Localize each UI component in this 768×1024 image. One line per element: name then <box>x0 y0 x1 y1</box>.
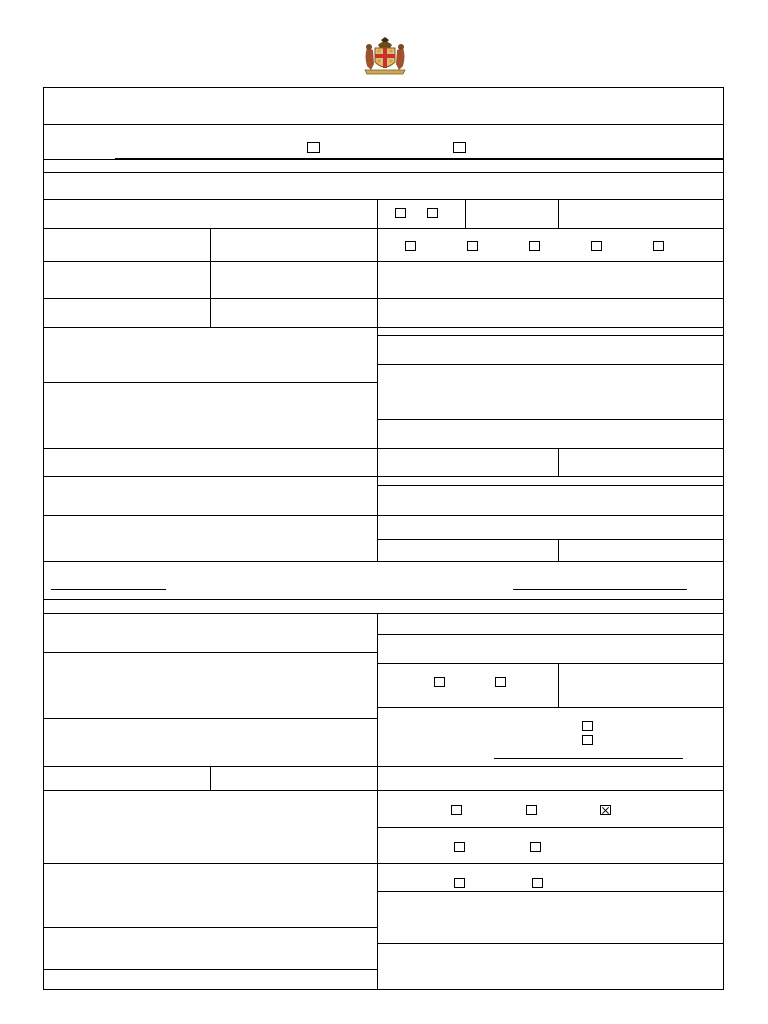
application-type-checkbox-1[interactable] <box>307 142 320 153</box>
row-divider <box>43 766 724 767</box>
right-col-divider <box>378 419 724 420</box>
form-border-top <box>43 87 724 88</box>
right-col-divider <box>378 634 724 635</box>
choice-checkbox-2[interactable] <box>526 805 537 815</box>
sex-checkbox-1[interactable] <box>395 208 406 218</box>
fill-in-line <box>494 758 683 759</box>
right-col-divider <box>378 891 724 892</box>
pair-c-checkbox-2[interactable] <box>532 878 543 888</box>
right-col-divider <box>378 707 724 708</box>
row-divider <box>43 476 724 477</box>
row-divider <box>43 261 724 262</box>
pair-b-checkbox-1[interactable] <box>454 842 465 852</box>
right-col-divider <box>378 943 724 944</box>
cell-divider <box>558 448 559 476</box>
row-divider <box>43 863 724 864</box>
row-divider <box>43 515 724 516</box>
row-divider <box>43 448 724 449</box>
column-divider <box>377 199 378 561</box>
column-divider <box>377 613 378 990</box>
row-divider <box>43 228 724 229</box>
yes-no-checkbox-1[interactable] <box>434 677 445 687</box>
pair-c-checkbox-1[interactable] <box>454 878 465 888</box>
left-col-divider <box>43 969 378 970</box>
left-col-divider <box>43 927 378 928</box>
pair-b-checkbox-2[interactable] <box>530 842 541 852</box>
left-col-divider <box>43 382 378 383</box>
row-divider <box>43 599 724 600</box>
cell-divider <box>558 199 559 228</box>
right-col-divider <box>378 335 724 336</box>
left-col-divider <box>43 718 378 719</box>
signature-line-right <box>513 589 687 590</box>
heading-underline <box>115 158 723 159</box>
marital-status-checkbox-2[interactable] <box>467 241 478 251</box>
row-divider <box>43 199 724 200</box>
row-divider <box>43 172 724 173</box>
row-divider <box>43 790 724 791</box>
cell-divider <box>210 766 211 790</box>
form-border-left <box>43 87 44 990</box>
sex-checkbox-2[interactable] <box>427 208 438 218</box>
marital-status-checkbox-1[interactable] <box>405 241 416 251</box>
cell-divider <box>210 228 211 327</box>
choice-checkbox-3[interactable] <box>600 805 611 815</box>
right-col-divider <box>378 485 724 486</box>
choice-checkbox-1[interactable] <box>451 805 462 815</box>
marital-status-checkbox-5[interactable] <box>653 241 664 251</box>
row-divider <box>43 613 724 614</box>
coat-of-arms-emblem <box>361 36 409 76</box>
right-col-divider <box>378 539 724 540</box>
cell-divider <box>558 539 559 561</box>
row-divider <box>43 124 724 125</box>
right-col-divider <box>378 663 724 664</box>
cell-divider <box>465 199 466 228</box>
cell-divider <box>558 663 559 707</box>
option-checkbox-2[interactable] <box>582 735 593 745</box>
option-checkbox-1[interactable] <box>582 721 593 731</box>
marital-status-checkbox-4[interactable] <box>591 241 602 251</box>
row-divider <box>43 159 724 160</box>
application-type-checkbox-2[interactable] <box>453 142 466 153</box>
signature-line-left <box>51 589 166 590</box>
right-col-divider <box>378 364 724 365</box>
row-divider <box>43 327 724 328</box>
yes-no-checkbox-2[interactable] <box>495 677 506 687</box>
row-divider <box>43 298 724 299</box>
row-divider <box>43 561 724 562</box>
marital-status-checkbox-3[interactable] <box>529 241 540 251</box>
form-border-bottom <box>43 989 724 990</box>
left-col-divider <box>43 652 378 653</box>
right-col-divider <box>378 827 724 828</box>
